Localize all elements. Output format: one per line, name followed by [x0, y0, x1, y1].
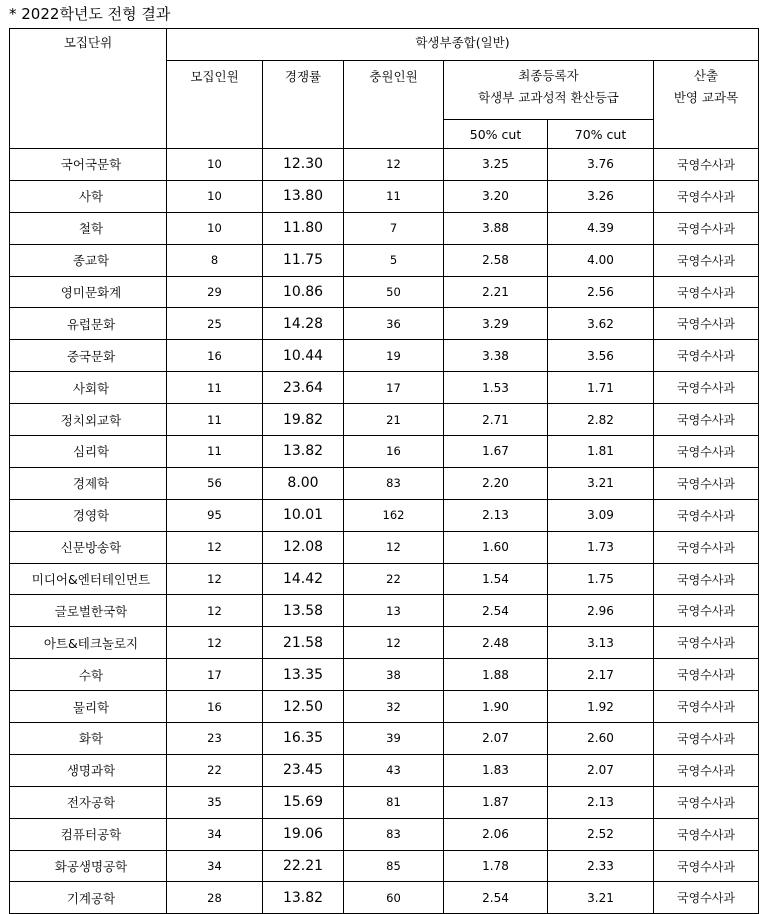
subjects-cell: 국영수사과	[654, 436, 759, 468]
header-final-line1: 최종등록자	[518, 68, 579, 83]
unit-name-cell: 중국문화	[10, 340, 167, 372]
competition-rate-cell: 11.80	[263, 212, 344, 244]
table-row	[10, 308, 759, 340]
recruit-count-cell: 25	[167, 308, 263, 340]
header-competition: 경쟁률	[263, 61, 344, 149]
unit-name-cell: 정치외교학	[10, 404, 167, 436]
additional-count-cell: 43	[344, 754, 444, 786]
table-row	[10, 276, 759, 308]
table-row	[10, 244, 759, 276]
recruit-count-cell: 56	[167, 467, 263, 499]
header-subjects-line1: 산출	[693, 68, 719, 83]
competition-rate-cell: 13.58	[263, 595, 344, 627]
table-row	[10, 467, 759, 499]
unit-name-cell: 사회학	[10, 372, 167, 404]
subjects-cell: 국영수사과	[654, 850, 759, 882]
recruit-count-cell: 10	[167, 149, 263, 181]
cut50-cell: 2.21	[444, 276, 548, 308]
subjects-cell: 국영수사과	[654, 372, 759, 404]
subjects-cell: 국영수사과	[654, 212, 759, 244]
recruit-count-cell: 16	[167, 340, 263, 372]
cut50-cell: 1.67	[444, 436, 548, 468]
unit-name-cell: 기계공학	[10, 882, 167, 914]
additional-count-cell: 38	[344, 659, 444, 691]
additional-count-cell: 11	[344, 180, 444, 212]
header-additional: 충원인원	[344, 61, 444, 149]
header-group: 학생부종합(일반)	[167, 29, 759, 61]
additional-count-cell: 22	[344, 563, 444, 595]
cut70-cell: 3.13	[548, 627, 654, 659]
table-row	[10, 818, 759, 850]
recruit-count-cell: 8	[167, 244, 263, 276]
additional-count-cell: 81	[344, 786, 444, 818]
subjects-cell: 국영수사과	[654, 499, 759, 531]
cut70-cell: 2.33	[548, 850, 654, 882]
cut50-cell: 1.53	[444, 372, 548, 404]
unit-name-cell: 종교학	[10, 244, 167, 276]
cut50-cell: 2.58	[444, 244, 548, 276]
cut70-cell: 2.13	[548, 786, 654, 818]
cut50-cell: 2.54	[444, 882, 548, 914]
table-row	[10, 754, 759, 786]
cut50-cell: 2.06	[444, 818, 548, 850]
cut50-cell: 1.83	[444, 754, 548, 786]
recruit-count-cell: 11	[167, 372, 263, 404]
cut50-cell: 2.13	[444, 499, 548, 531]
recruit-count-cell: 12	[167, 563, 263, 595]
recruit-count-cell: 34	[167, 818, 263, 850]
cut50-cell: 1.90	[444, 691, 548, 723]
competition-rate-cell: 16.35	[263, 723, 344, 755]
cut70-cell: 4.00	[548, 244, 654, 276]
cut50-cell: 1.88	[444, 659, 548, 691]
header-subjects-line2: 반영 교과목	[673, 90, 739, 105]
cut70-cell: 1.81	[548, 436, 654, 468]
cut50-cell: 1.87	[444, 786, 548, 818]
cut70-cell: 3.62	[548, 308, 654, 340]
unit-name-cell: 화공생명공학	[10, 850, 167, 882]
cut70-cell: 3.21	[548, 882, 654, 914]
unit-name-cell: 아트&테크놀로지	[10, 627, 167, 659]
additional-count-cell: 7	[344, 212, 444, 244]
cut70-cell: 3.56	[548, 340, 654, 372]
subjects-cell: 국영수사과	[654, 180, 759, 212]
recruit-count-cell: 12	[167, 595, 263, 627]
competition-rate-cell: 19.82	[263, 404, 344, 436]
cut50-cell: 2.20	[444, 467, 548, 499]
cut70-cell: 2.82	[548, 404, 654, 436]
subjects-cell: 국영수사과	[654, 691, 759, 723]
additional-count-cell: 85	[344, 850, 444, 882]
document-title: * 2022학년도 전형 결과	[9, 5, 171, 23]
subjects-cell: 국영수사과	[654, 531, 759, 563]
cut50-cell: 2.07	[444, 723, 548, 755]
recruit-count-cell: 29	[167, 276, 263, 308]
cut70-cell: 3.21	[548, 467, 654, 499]
cut70-cell: 1.71	[548, 372, 654, 404]
recruit-count-cell: 22	[167, 754, 263, 786]
competition-rate-cell: 12.50	[263, 691, 344, 723]
competition-rate-cell: 14.28	[263, 308, 344, 340]
cut50-cell: 1.78	[444, 850, 548, 882]
recruit-count-cell: 28	[167, 882, 263, 914]
table-row	[10, 850, 759, 882]
cut50-cell: 3.25	[444, 149, 548, 181]
table-row	[10, 595, 759, 627]
additional-count-cell: 32	[344, 691, 444, 723]
subjects-cell: 국영수사과	[654, 467, 759, 499]
unit-name-cell: 미디어&엔터테인먼트	[10, 563, 167, 595]
table-row	[10, 340, 759, 372]
additional-count-cell: 60	[344, 882, 444, 914]
unit-name-cell: 글로벌한국학	[10, 595, 167, 627]
table-row	[10, 691, 759, 723]
recruit-count-cell: 12	[167, 627, 263, 659]
subjects-cell: 국영수사과	[654, 149, 759, 181]
competition-rate-cell: 12.30	[263, 149, 344, 181]
unit-name-cell: 화학	[10, 723, 167, 755]
cut70-cell: 4.39	[548, 212, 654, 244]
competition-rate-cell: 19.06	[263, 818, 344, 850]
header-cut50: 50% cut	[444, 120, 548, 149]
header-cut70: 70% cut	[548, 120, 654, 149]
cut70-cell: 2.17	[548, 659, 654, 691]
competition-rate-cell: 23.64	[263, 372, 344, 404]
subjects-cell: 국영수사과	[654, 340, 759, 372]
competition-rate-cell: 12.08	[263, 531, 344, 563]
header-unit: 모집단위	[10, 29, 167, 149]
subjects-cell: 국영수사과	[654, 595, 759, 627]
cut50-cell: 2.48	[444, 627, 548, 659]
recruit-count-cell: 10	[167, 180, 263, 212]
subjects-cell: 국영수사과	[654, 659, 759, 691]
additional-count-cell: 12	[344, 149, 444, 181]
table-row	[10, 627, 759, 659]
cut50-cell: 3.29	[444, 308, 548, 340]
subjects-cell: 국영수사과	[654, 308, 759, 340]
recruit-count-cell: 34	[167, 850, 263, 882]
recruit-count-cell: 12	[167, 531, 263, 563]
subjects-cell: 국영수사과	[654, 786, 759, 818]
cut50-cell: 2.54	[444, 595, 548, 627]
cut70-cell: 2.60	[548, 723, 654, 755]
additional-count-cell: 12	[344, 531, 444, 563]
competition-rate-cell: 10.01	[263, 499, 344, 531]
competition-rate-cell: 11.75	[263, 244, 344, 276]
cut70-cell: 3.26	[548, 180, 654, 212]
competition-rate-cell: 23.45	[263, 754, 344, 786]
competition-rate-cell: 13.80	[263, 180, 344, 212]
recruit-count-cell: 10	[167, 212, 263, 244]
table-row	[10, 723, 759, 755]
competition-rate-cell: 13.82	[263, 882, 344, 914]
header-recruit: 모집인원	[167, 61, 263, 149]
competition-rate-cell: 14.42	[263, 563, 344, 595]
subjects-cell: 국영수사과	[654, 754, 759, 786]
additional-count-cell: 17	[344, 372, 444, 404]
unit-name-cell: 물리학	[10, 691, 167, 723]
cut70-cell: 2.56	[548, 276, 654, 308]
recruit-count-cell: 95	[167, 499, 263, 531]
additional-count-cell: 5	[344, 244, 444, 276]
additional-count-cell: 83	[344, 467, 444, 499]
cut70-cell: 3.76	[548, 149, 654, 181]
table-row	[10, 786, 759, 818]
recruit-count-cell: 35	[167, 786, 263, 818]
recruit-count-cell: 17	[167, 659, 263, 691]
additional-count-cell: 83	[344, 818, 444, 850]
unit-name-cell: 철학	[10, 212, 167, 244]
table-row	[10, 212, 759, 244]
additional-count-cell: 162	[344, 499, 444, 531]
additional-count-cell: 39	[344, 723, 444, 755]
competition-rate-cell: 21.58	[263, 627, 344, 659]
cut70-cell: 1.92	[548, 691, 654, 723]
table-row	[10, 149, 759, 181]
header-final-grade	[444, 61, 654, 120]
recruit-count-cell: 11	[167, 404, 263, 436]
subjects-cell: 국영수사과	[654, 627, 759, 659]
subjects-cell: 국영수사과	[654, 563, 759, 595]
unit-name-cell: 수학	[10, 659, 167, 691]
cut50-cell: 3.20	[444, 180, 548, 212]
subjects-cell: 국영수사과	[654, 276, 759, 308]
unit-name-cell: 컴퓨터공학	[10, 818, 167, 850]
recruit-count-cell: 16	[167, 691, 263, 723]
additional-count-cell: 13	[344, 595, 444, 627]
competition-rate-cell: 8.00	[263, 467, 344, 499]
cut70-cell: 2.96	[548, 595, 654, 627]
unit-name-cell: 경영학	[10, 499, 167, 531]
competition-rate-cell: 10.44	[263, 340, 344, 372]
cut70-cell: 2.07	[548, 754, 654, 786]
subjects-cell: 국영수사과	[654, 244, 759, 276]
recruit-count-cell: 23	[167, 723, 263, 755]
cut70-cell: 1.75	[548, 563, 654, 595]
subjects-cell: 국영수사과	[654, 404, 759, 436]
table-row	[10, 563, 759, 595]
cut50-cell: 3.38	[444, 340, 548, 372]
header-final-line2: 학생부 교과성적 환산등급	[478, 90, 619, 105]
unit-name-cell: 국어국문학	[10, 149, 167, 181]
competition-rate-cell: 13.35	[263, 659, 344, 691]
recruit-count-cell: 11	[167, 436, 263, 468]
table-row	[10, 404, 759, 436]
unit-name-cell: 심리학	[10, 436, 167, 468]
unit-name-cell: 사학	[10, 180, 167, 212]
table-row	[10, 180, 759, 212]
table-row	[10, 882, 759, 914]
table-row	[10, 499, 759, 531]
cut50-cell: 3.88	[444, 212, 548, 244]
unit-name-cell: 영미문화계	[10, 276, 167, 308]
unit-name-cell: 경제학	[10, 467, 167, 499]
subjects-cell: 국영수사과	[654, 723, 759, 755]
unit-name-cell: 유럽문화	[10, 308, 167, 340]
cut70-cell: 1.73	[548, 531, 654, 563]
unit-name-cell: 생명과학	[10, 754, 167, 786]
competition-rate-cell: 13.82	[263, 436, 344, 468]
additional-count-cell: 21	[344, 404, 444, 436]
table-row	[10, 531, 759, 563]
table-row	[10, 659, 759, 691]
table-row	[10, 436, 759, 468]
cut50-cell: 2.71	[444, 404, 548, 436]
additional-count-cell: 12	[344, 627, 444, 659]
header-subjects	[654, 61, 759, 149]
subjects-cell: 국영수사과	[654, 882, 759, 914]
cut50-cell: 1.54	[444, 563, 548, 595]
cut50-cell: 1.60	[444, 531, 548, 563]
competition-rate-cell: 15.69	[263, 786, 344, 818]
cut70-cell: 3.09	[548, 499, 654, 531]
unit-name-cell: 신문방송학	[10, 531, 167, 563]
additional-count-cell: 16	[344, 436, 444, 468]
cut70-cell: 2.52	[548, 818, 654, 850]
additional-count-cell: 50	[344, 276, 444, 308]
table-row	[10, 372, 759, 404]
competition-rate-cell: 10.86	[263, 276, 344, 308]
additional-count-cell: 36	[344, 308, 444, 340]
subjects-cell: 국영수사과	[654, 818, 759, 850]
unit-name-cell: 전자공학	[10, 786, 167, 818]
competition-rate-cell: 22.21	[263, 850, 344, 882]
additional-count-cell: 19	[344, 340, 444, 372]
admission-results-table	[9, 28, 759, 914]
